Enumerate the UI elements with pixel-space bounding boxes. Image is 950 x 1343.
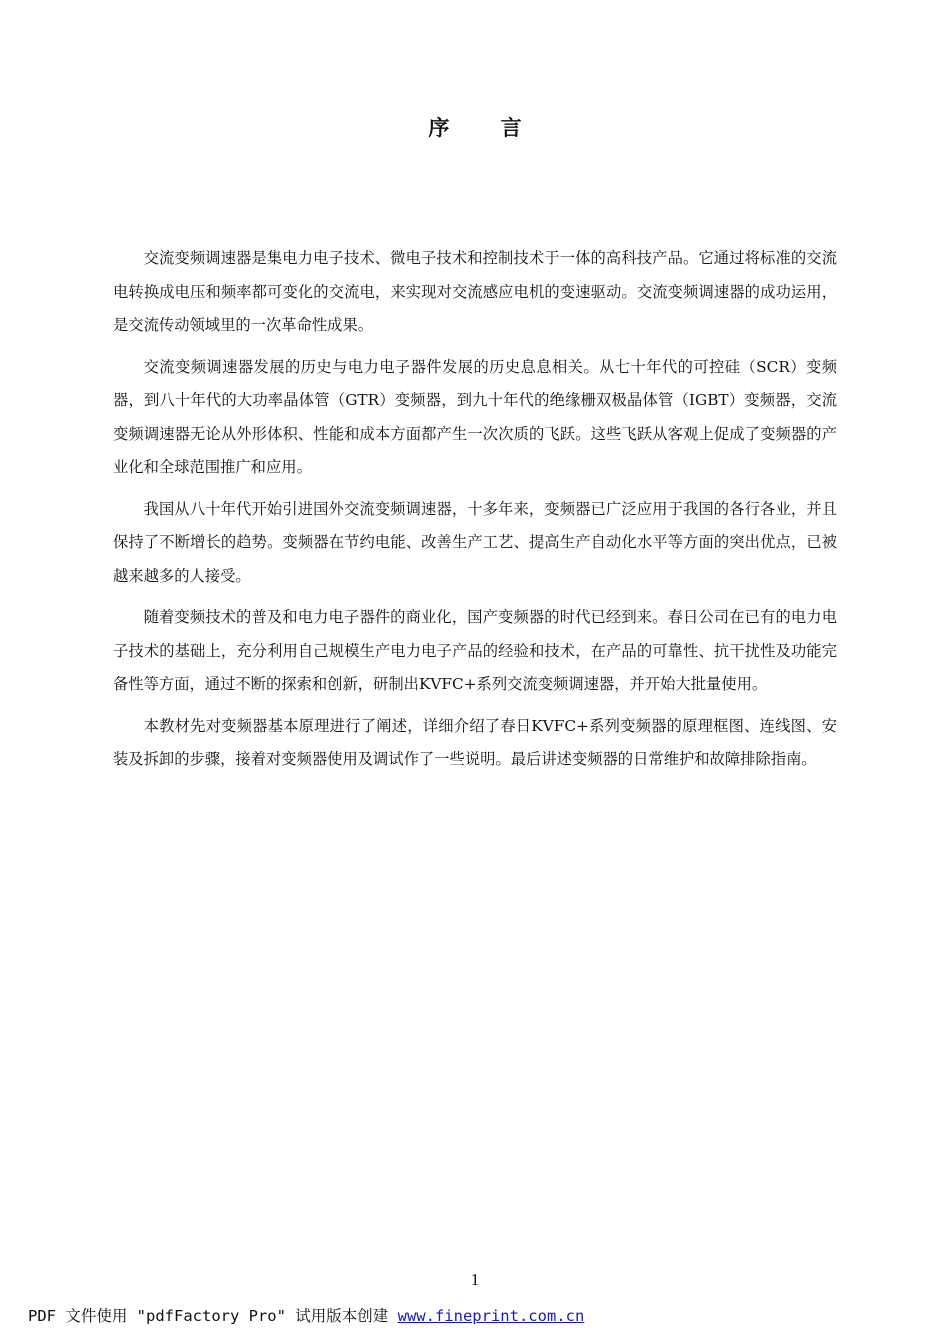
paragraph-3: 我国从八十年代开始引进国外交流变频调速器，十多年来，变频器已广泛应用于我国的各行各业，并且保持了不断增长的趋势。变频器在节约电能、改善生产工艺、提高生产自动化水平等方面的突出优点，已被越来越多的人接受。	[113, 499, 837, 585]
page-title: 序 言	[428, 116, 544, 140]
footer-link[interactable]: www.fineprint.com.cn	[397, 1307, 585, 1325]
paragraph-1: 交流变频调速器是集电力电子技术、微电子技术和控制技术于一体的高科技产品。它通过将标准的交流电转换成电压和频率都可变化的交流电，来实现对交流感应电机的变速驱动。交流变频调速器的成功运用，是交流传动领域里的一次革命性成果。	[113, 249, 837, 334]
pdf-footer	[28, 1305, 584, 1327]
body-text	[113, 242, 837, 785]
paragraph-2: 交流变频调速器发展的历史与电力电子器件发展的历史息息相关。从七十年代的可控硅（SCR）变频器，到八十年代的大功率晶体管（GTR）变频器，到九十年代的绝缘栅双极晶体管（IGBT）变频器，交流变频调速器无论从外形体积、性能和成本方面都产生一次次质的飞跃。这些飞跃从客观上促成了变频器的产业化和全球范围推广和应用。	[113, 357, 837, 476]
page-number: 1	[470, 1270, 480, 1289]
paragraph-4: 随着变频技术的普及和电力电子器件的商业化，国产变频器的时代已经到来。春日公司在已有的电力电子技术的基础上，充分利用自己规模生产电力电子产品的经验和技术，在产品的可靠性、抗干扰性及功能完备性等方面，通过不断的探索和创新，研制出KVFC+系列交流变频调速器，并开始大批量使用。	[113, 608, 837, 693]
footer-text: PDF 文件使用 "pdfFactory Pro" 试用版本创建	[28, 1307, 398, 1325]
paragraph-5: 本教材先对变频器基本原理进行了阐述，详细介绍了春日KVFC+系列变频器的原理框图、连线图、安装及拆卸的步骤，接着对变频器使用及调试作了一些说明。最后讲述变频器的日常维护和故障排除指南。	[113, 716, 837, 768]
